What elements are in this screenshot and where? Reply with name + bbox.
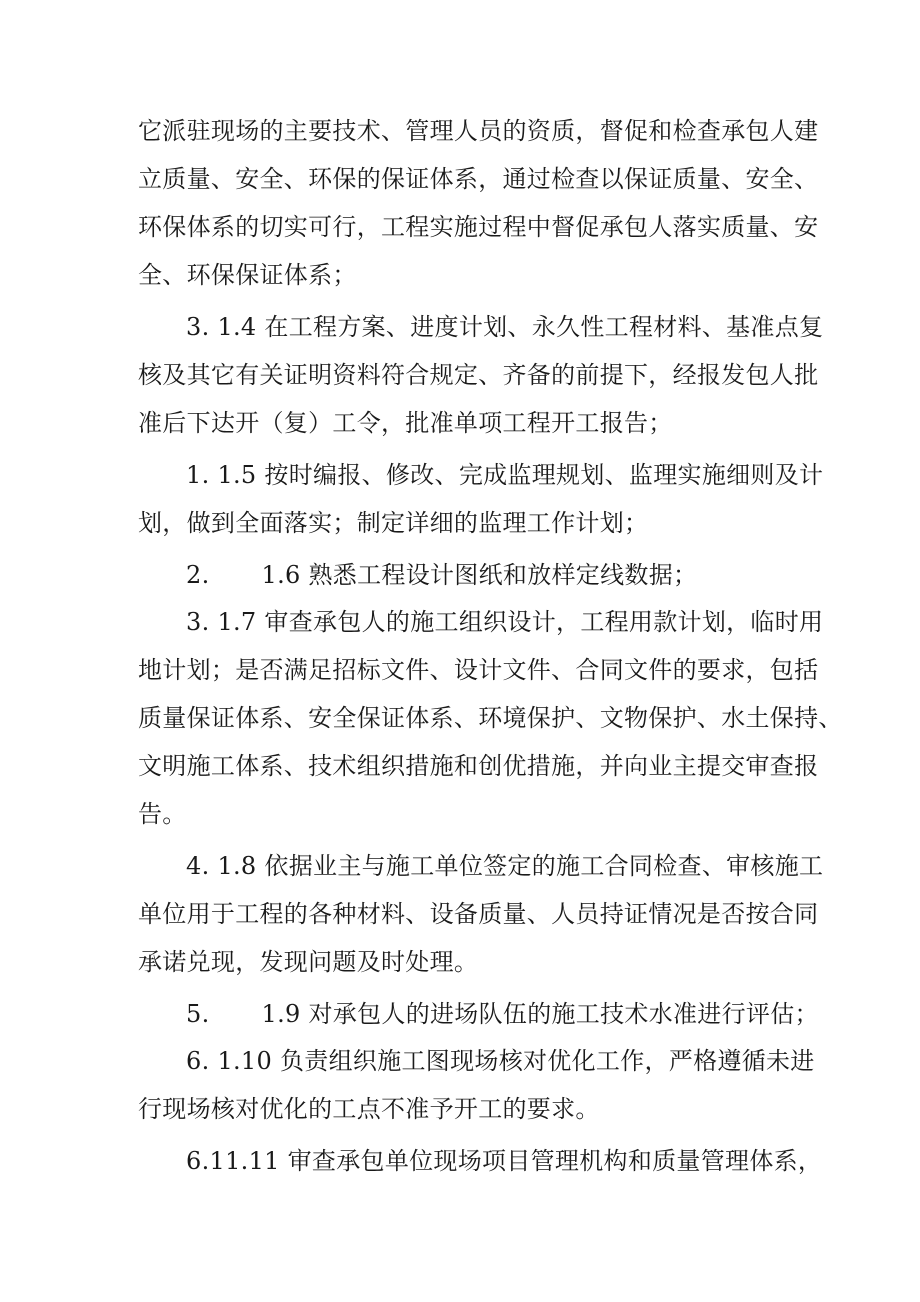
item-number: 3. <box>186 313 210 341</box>
body-line: 告。 <box>138 800 187 828</box>
paragraph-first-line <box>186 999 819 1029</box>
body-line: 地计划；是否满足招标文件、设计文件、合同文件的要求，包括 <box>138 656 819 684</box>
body-line: 环保体系的切实可行，工程实施过程中督促承包人落实质量、安 <box>138 213 819 241</box>
paragraph-first-line <box>186 1046 815 1076</box>
body-line: 准后下达开（复）工令，批准单项工程开工报告； <box>138 409 673 437</box>
body-text: 1.8 依据业主与施工单位签定的施工合同检查、审核施工 <box>217 852 824 880</box>
paragraph-first-line <box>186 851 823 881</box>
paragraph-first-line <box>186 607 823 637</box>
body-line: 全、环保保证体系； <box>138 261 357 289</box>
body-line: 它派驻现场的主要技术、管理人员的资质，督促和检查承包人建 <box>138 117 819 145</box>
body-text: 1.7 审查承包人的施工组织设计，工程用款计划，临时用 <box>217 608 824 636</box>
body-text: 1.4 在工程方案、进度计划、永久性工程材料、基准点复 <box>217 313 824 341</box>
paragraph-first-line <box>186 460 823 490</box>
item-number: 6. <box>186 1047 210 1075</box>
body-text: 1.6 熟悉工程设计图纸和放样定线数据； <box>261 561 698 589</box>
item-number: 4. <box>186 852 210 880</box>
item-number: 3. <box>186 608 210 636</box>
body-line: 划，做到全面落实；制定详细的监理工作计划； <box>138 509 649 537</box>
item-number: 2. <box>186 561 210 589</box>
body-line: 承诺兑现，发现问题及时处理。 <box>138 948 479 976</box>
body-line: 质量保证体系、安全保证体系、环境保护、文物保护、水土保持、 <box>138 704 843 732</box>
paragraph-first-line: 6.11.11 审查承包单位现场项目管理机构和质量管理体系， <box>186 1147 823 1175</box>
paragraph-first-line <box>186 560 697 590</box>
body-line: 文明施工体系、技术组织措施和创优措施，并向业主提交审查报 <box>138 752 819 780</box>
paragraph-first-line <box>186 312 823 342</box>
item-number: 1. <box>186 461 210 489</box>
body-text: 1.10 负责组织施工图现场核对优化工作，严格遵循未进 <box>217 1047 815 1075</box>
body-line: 行现场核对优化的工点不准予开工的要求。 <box>138 1095 600 1123</box>
body-text: 1.9 对承包人的进场队伍的施工技术水准进行评估； <box>261 1000 819 1028</box>
body-line: 立质量、安全、环保的保证体系，通过检查以保证质量、安全、 <box>138 165 819 193</box>
body-line: 核及其它有关证明资料符合规定、齐备的前提下，经报发包人批 <box>138 361 819 389</box>
body-line: 单位用于工程的各种材料、设备质量、人员持证情况是否按合同 <box>138 900 819 928</box>
body-text: 1.5 按时编报、修改、完成监理规划、监理实施细则及计 <box>217 461 824 489</box>
item-number: 5. <box>186 1000 210 1028</box>
